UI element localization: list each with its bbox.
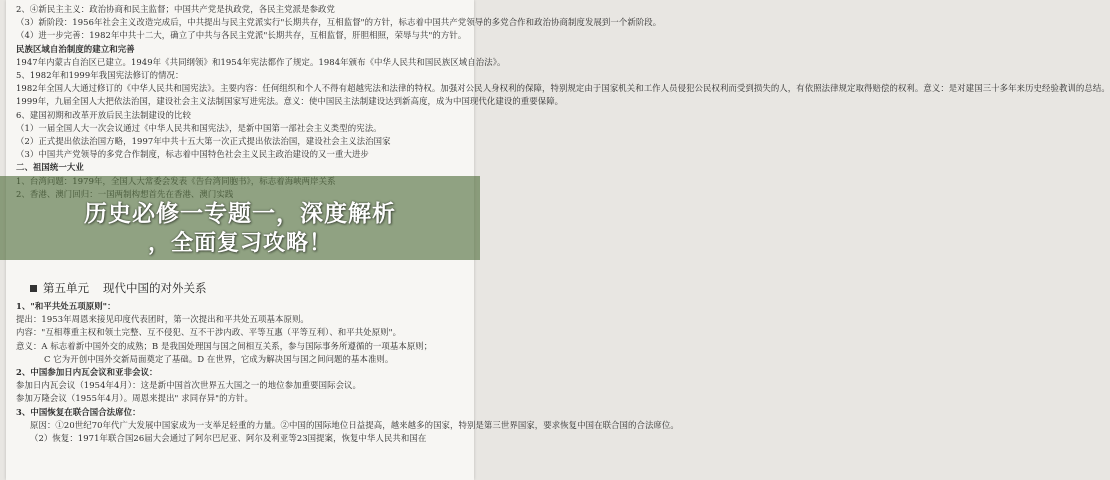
text-line: 参加日内瓦会议（1954年4月）：这是新中国首次世界五大国之一的地位参加重要国际会议。 <box>16 380 361 391</box>
text-line: 1999年，九届全国人大把依法治国，建设社会主义法制国家写进宪法。意义：使中国民主法制建设达到新高度，成为中国现代化建设的重要保障。 <box>16 96 564 107</box>
text-line: （2）恢复：1971年联合国26届大会通过了阿尔巴尼亚、阿尔及利亚等23国提案，恢复中华人民共和国在 <box>30 433 427 444</box>
text-line: （3）新阶段：1956年社会主义改造完成后，中共提出与民主党派实行"长期共存，互相监督"的方针，标志着中国共产党领导的多党合作和政治协商制度发展到一个新阶段。 <box>16 17 662 28</box>
text-line: 1947年内蒙古自治区已建立。1949年《共同纲领》和1954年宪法都作了规定。1984年颁布《中华人民共和国民族区域自治法》。 <box>16 56 506 67</box>
text-line: （4）进一步完善：1982年中共十二大，确立了中共与各民主党派"长期共存，互相监督，肝胆相照，荣辱与共"的方针。 <box>16 30 467 41</box>
text-line: 民族区域自治制度的建立和完善 <box>16 43 135 54</box>
text-line: 5、1982年和1999年我国宪法修订的情况： <box>16 70 184 81</box>
text-line: 意义：A 标志着新中国外交的成熟；B 是我国处理国与国之间相互关系，参与国际事务所遵循的一项基本原则； <box>16 340 433 351</box>
bottom-text-block <box>16 300 679 445</box>
unit-number: 第五单元 <box>43 281 89 295</box>
banner-title-line-1: 历史必修一专题一，深度解析 <box>84 201 396 227</box>
unit-title: 现代中国的对外关系 <box>103 281 207 295</box>
text-line: 1982年全国人大通过修订的《中华人民共和国宪法》。主要内容：任何组织和个人不得有超越宪法和法律的特权。加强对公民人身权利的保障，特别规定由于国家机关和工作人员侵犯公民权利而受到损失的人，有依照法律规定取得赔偿的权利。意义：是对建国三十多年来历史经验教训的总结。 <box>16 83 1110 94</box>
text-line: 二、祖国统一大业 <box>16 162 84 173</box>
text-line: （3）中国共产党领导的多党合作制度，标志着中国特色社会主义民主政治建设的又一重大进步 <box>16 149 369 160</box>
banner-title-line-2: ，全面复习攻略！ <box>147 231 332 256</box>
text-line: 2、④新民主主义：政治协商和民主监督；中国共产党是执政党，各民主党派是参政党 <box>16 4 336 14</box>
text-line: 1、"和平共处五项原则"： <box>16 301 116 311</box>
text-line: 参加万隆会议（1955年4月）。周恩来提出" 求同存异"的方针。 <box>16 393 254 404</box>
text-line: （2）正式提出依法治国方略，1997年中共十五大第一次正式提出依法治国，建设社会主义法治国家 <box>16 136 391 147</box>
text-line: 2、中国参加日内瓦会议和亚非会议： <box>16 367 158 378</box>
text-line: （1）一届全国人大一次会议通过《中华人民共和国宪法》，是新中国第一部社会主义类型的宪法。 <box>16 122 382 133</box>
unit-heading <box>30 281 207 295</box>
text-line: 原因：①20世纪70年代广大发展中国家成为一支举足轻重的力量。②中国的国际地位日益提高，越来越多的国家，特别是第三世界国家，要求恢复中国在联合国的合法席位。 <box>30 419 679 430</box>
text-line: 3、中国恢复在联合国合法席位： <box>16 406 141 417</box>
text-line: 提出：1953年周恩来接见印度代表团时，第一次提出和平共处五项基本原则。 <box>16 314 309 325</box>
top-text-block <box>16 3 1110 201</box>
text-line: C 它为开创中国外交新局面奠定了基础。D 在世界，它成为解决国与国之间问题的基本准则。 <box>44 353 394 364</box>
text-line: 内容："互相尊重主权和领土完整、互不侵犯、互不干涉内政、平等互惠（平等互利）、和平共处原则"。 <box>16 327 402 338</box>
text-line: 6、建国初期和改革开放后民主法制建设的比较 <box>16 109 191 120</box>
square-bullet-icon <box>30 285 37 292</box>
